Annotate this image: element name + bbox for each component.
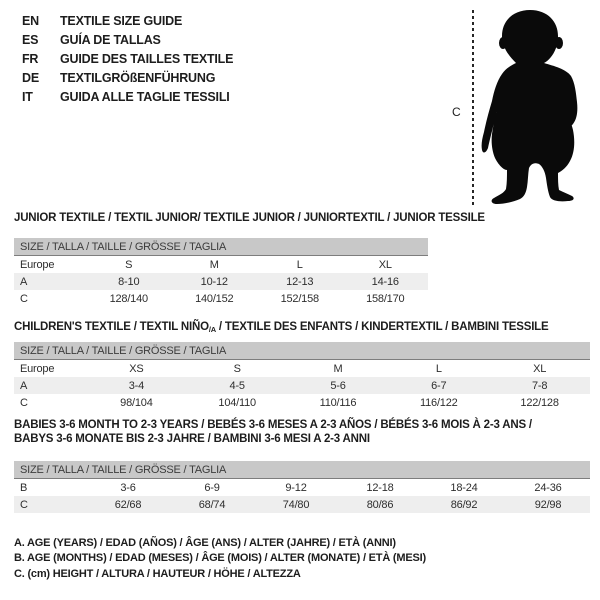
cell-value: 5-6: [330, 379, 346, 392]
cell-value: XL: [378, 258, 392, 271]
cell-value: 8-10: [118, 275, 140, 288]
children-size-table: [14, 342, 590, 411]
cell-value: 86/92: [450, 498, 478, 511]
cell-value: 80/86: [366, 498, 394, 511]
table-row: [14, 273, 428, 290]
language-title: GUIDA ALLE TAGLIE TESSILI: [60, 90, 230, 104]
cell-value: M: [209, 258, 219, 271]
title-segment: BABYS 3-6 MONATE BIS 2-3 JAHRE / BAMBINI 3-6 MESI A 2-3 ANNI: [14, 432, 370, 445]
title-segment: / TEXTILE DES ENFANTS / KINDERTEXTIL / BAMBINI TESSILE: [215, 321, 549, 333]
table-row: [14, 394, 590, 411]
table-row: [14, 496, 590, 513]
cell-value: 98/104: [120, 396, 153, 409]
language-list: [22, 12, 233, 107]
cell-value: L: [435, 362, 442, 375]
title-segment: /A: [208, 325, 216, 334]
cell-value: 152/158: [280, 292, 319, 305]
language-title: TEXTILE SIZE GUIDE: [60, 14, 183, 28]
footnotes: [14, 536, 426, 582]
cell-value: 18-24: [450, 481, 478, 494]
baby-silhouette-icon: [476, 6, 596, 208]
note-b: B. AGE (MONTHS) / EDAD (MESES) / ÂGE (MOIS) / ALTER (MONATE) / ETÀ (MESI): [14, 552, 426, 565]
cell-value: XL: [533, 362, 547, 375]
height-dashed-line: [472, 10, 474, 206]
cell-value: 24-36: [534, 481, 562, 494]
cell-value: 12-13: [286, 275, 314, 288]
language-code: IT: [22, 90, 33, 104]
cell-value: 104/110: [218, 396, 256, 409]
row-label: Europe: [20, 362, 55, 375]
cell-value: 6-9: [204, 481, 220, 494]
note-a: A. AGE (YEARS) / EDAD (AÑOS) / ÂGE (ANS) / ALTER (JAHRE) / ETÀ (ANNI): [14, 537, 396, 549]
cell-value: 140/152: [195, 292, 234, 305]
cell-value: 6-7: [431, 379, 447, 392]
table-row: [14, 377, 590, 394]
cell-value: 122/128: [520, 396, 559, 409]
note-c: C. (cm) HEIGHT / ALTURA / HAUTEUR / HÖHE / ALTEZZA: [14, 567, 301, 580]
cell-value: 74/80: [282, 498, 310, 511]
cell-value: 116/122: [420, 396, 458, 409]
row-label: Europe: [20, 258, 55, 271]
cell-value: 92/98: [534, 498, 562, 511]
cell-value: 14-16: [371, 275, 399, 288]
cell-value: 10-12: [200, 275, 228, 288]
row-label: C: [20, 292, 28, 305]
cell-value: 3-6: [120, 481, 136, 494]
cell-value: 12-18: [366, 481, 394, 494]
title-segment: CHILDREN'S TEXTILE / TEXTIL NIÑO: [14, 321, 209, 333]
size-table: [14, 256, 428, 307]
row-label: A: [20, 379, 28, 392]
cell-value: 3-4: [128, 379, 145, 392]
children-table-title: [14, 321, 548, 337]
table-row: [14, 479, 590, 496]
row-label: B: [20, 481, 28, 494]
cell-value: M: [333, 362, 343, 375]
language-title: TEXTILGRÖßENFÜHRUNG: [60, 71, 216, 85]
language-code: DE: [22, 71, 39, 85]
height-label-c: C: [452, 105, 461, 119]
table-row: [14, 290, 428, 307]
size-table: [14, 360, 590, 411]
table-row: [14, 360, 590, 377]
language-code: EN: [22, 14, 39, 28]
cell-value: 158/170: [366, 292, 405, 305]
row-label: A: [20, 275, 28, 288]
language-code: FR: [22, 52, 39, 66]
language-title: GUIDE DES TAILLES TEXTILE: [60, 52, 234, 66]
cell-value: S: [125, 258, 133, 271]
language-row: [22, 50, 233, 69]
row-label: C: [20, 498, 28, 511]
cell-value: 110/116: [319, 396, 357, 409]
cell-value: 128/140: [109, 292, 148, 305]
language-code: ES: [22, 33, 39, 47]
language-row: [22, 31, 233, 50]
cell-value: 4-5: [229, 379, 245, 392]
cell-value: 9-12: [285, 481, 307, 494]
size-header-bar: SIZE / TALLA / TAILLE / GRÖSSE / TAGLIA: [14, 238, 428, 256]
cell-value: 68/74: [198, 498, 226, 511]
language-row: [22, 88, 233, 107]
size-header-bar: SIZE / TALLA / TAILLE / GRÖSSE / TAGLIA: [14, 461, 590, 479]
language-row: [22, 12, 233, 31]
title-segment: JUNIOR TEXTILE / TEXTIL JUNIOR/ TEXTILE JUNIOR / JUNIORTEXTIL / JUNIOR TESSILE: [14, 212, 485, 224]
cell-value: 7-8: [531, 379, 548, 392]
size-table: [14, 479, 590, 513]
title-segment: BABIES 3-6 MONTH TO 2-3 YEARS / BEBÉS 3-6 MESES A 2-3 AÑOS / BÉBÉS 3-6 MOIS À 2-3 ANS /: [14, 419, 532, 431]
cell-value: L: [296, 258, 303, 271]
cell-value: S: [233, 362, 241, 375]
row-label: C: [20, 396, 28, 409]
table-row: [14, 256, 428, 273]
cell-value: 62/68: [114, 498, 142, 511]
language-row: [22, 69, 233, 88]
cell-value: XS: [129, 362, 144, 375]
junior-table-title: [14, 212, 485, 226]
babies-size-table: [14, 461, 590, 513]
language-title: GUÍA DE TALLAS: [60, 33, 161, 47]
size-header-bar: SIZE / TALLA / TAILLE / GRÖSSE / TAGLIA: [14, 342, 590, 360]
junior-size-table: [14, 238, 428, 307]
babies-table-title: [14, 419, 532, 446]
